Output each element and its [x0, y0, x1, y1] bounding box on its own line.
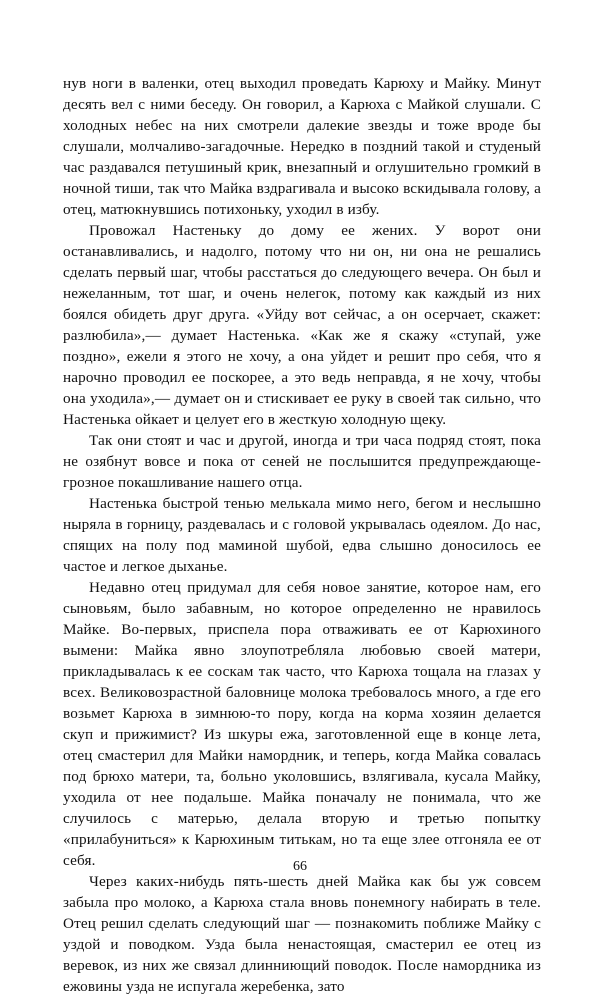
- paragraph-2: Провожал Настеньку до дому ее жених. У ворот они останавливались, и надолго, потому что ни он, ни она не решались сделать первый шаг, чтобы расстаться до следующего вечера. Он был и нежеланным, тот шаг, и очень нелегок, потому как каждый из них боялся обидеть друг друга. «Уйду вот сейчас, а он осерчает, скажет: разлюбила»,— думает Настенька. «Как же я скажу «ступай, уже поздно», ежели я этого не хочу, а она уйдет и решит про себя, что я нарочно проводил ее поскорее, а это ведь неправда, я не хочу, чтобы она уходила»,— думает он и стискивает ее руку в своей так сильно, что Настенька ойкает и целует его в жесткую холодную щеку.: [63, 222, 541, 428]
- paragraph-5: Недавно отец придумал для себя новое занятие, которое нам, его сыновьям, было забавным, но которое определенно не нравилось Майке. Во-первых, приспела пора отваживать ее от Карюхиного вымени: Майка явно злоупотребляла любовью своей матери, прикладывалась к ее соскам так часто, что Карюха тощала на глазах у всех. Великовозрастной баловнице молока требовалось много, а где его возьмет Карюха в зимнюю-то пору, когда на корма хозяин делается скуп и прижимист? Из шкуры ежа, заготовленной еще в конце лета, отец смастерил для Майки намордник, и теперь, когда Майка совалась под брюхо матери, та, больно уколовшись, взлягивала, кусала Майку, уходила от нее подальше. Майка поначалу не понимала, что же случилось с матерью, делала вторую и третью попытку «прилабуниться» к Карюхиным титькам, но та еще злее отгоняла ее от себя.: [63, 579, 541, 869]
- paragraph-4: Настенька быстрой тенью мелькала мимо него, бегом и неслышно ныряла в горницу, раздевалась и с головой укрывалась одеялом. До нас, спящих на полу под маминой шубой, едва слышно доносилось ее частое и легкое дыханье.: [63, 495, 541, 575]
- paragraph-6: Через каких-нибудь пять-шесть дней Майка как бы уж совсем забыла про молоко, а Карюха стала вновь понемногу набирать в теле. Отец решил сделать следующий шаг — познакомить поближе Майку с уздой и поводком. Узда была ненастоящая, смастерил ее отец из веревок, из них же связал длинниющий поводок. После намордника из ежовины узда не испугала жеребенка, зато: [63, 873, 541, 995]
- paragraph-1: нув ноги в валенки, отец выходил проведать Карюху и Майку. Минут десять вел с ними беседу. Он говорил, а Карюха с Майкой слушали. С холодных небес на них смотрели далекие звезды и тоже вроде бы слушали, молчаливо-загадочные. Нередко в поздний такой и студеный час раздавался петушиный крик, внезапный и оглушительно громкий в ночной тиши, так что Майка вздрагивала и высоко вскидывала голову, а отец, матюкнувшись потихоньку, уходил в избу.: [63, 75, 541, 218]
- page-number: 66: [293, 859, 307, 874]
- paragraph-3: Так они стоят и час и другой, иногда и три часа подряд стоят, пока не озябнут вовсе и пока от сеней не послышится предупреждающе-грозное покашливание нашего отца.: [63, 432, 541, 491]
